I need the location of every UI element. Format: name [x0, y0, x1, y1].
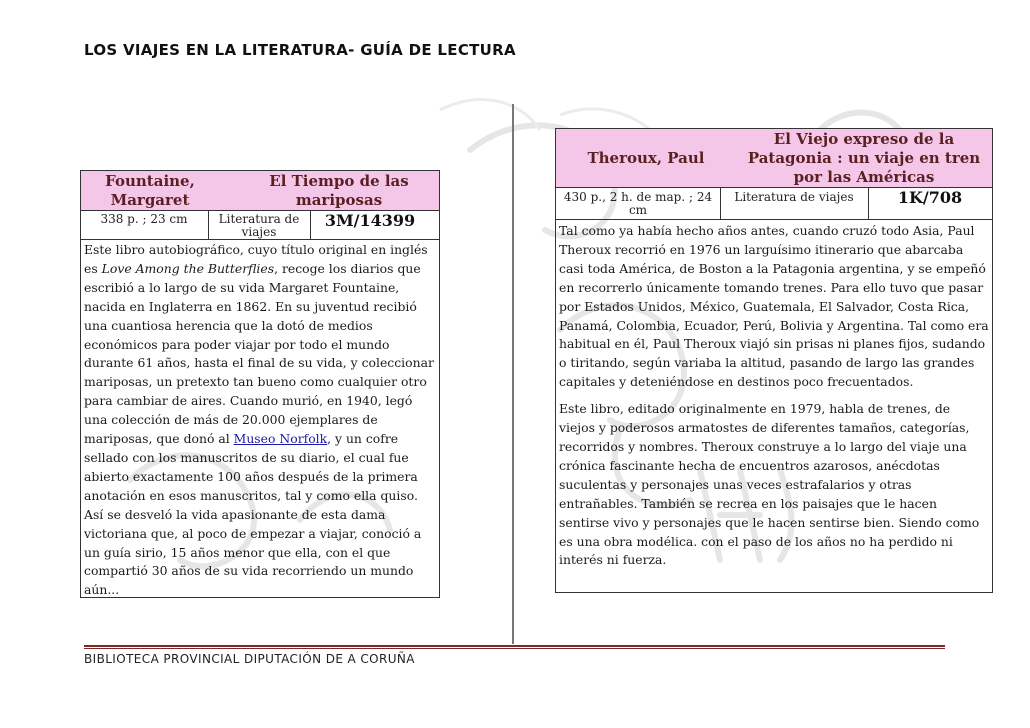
book-call-number: 1K/708 — [897, 188, 963, 207]
footer-library-name: BIBLIOTECA PROVINCIAL DIPUTACIÓN DE A CORUÑA — [84, 652, 415, 666]
book-card-theroux — [555, 128, 993, 593]
page-title: LOS VIAJES EN LA LITERATURA- GUÍA DE LECTURA — [84, 41, 516, 59]
description-text: , y un cofre sellado con los manuscritos de su diario, el cual fue abierto exactamente 100 años después de la primera anotación en esos manuscritos, tal y como ella quiso. Así se desveló la vida apasionante de esta dama victoriana que, al poco de empezar a viajar, conoció a un guía sirio, 15 años menor que ella, con el que compartió 30 años de su vida recorriendo un mundo aún... — [84, 431, 422, 598]
book-physical-description: 338 p. ; 23 cm — [100, 212, 188, 226]
meta-separator — [720, 187, 721, 219]
column-divider — [512, 104, 514, 644]
description-text: Este libro autobiográfico, cuyo título original en inglés es — [84, 242, 428, 276]
book-author: Fountaine, Margaret — [105, 171, 195, 209]
footer-rule — [84, 648, 945, 649]
footer-rule — [84, 645, 945, 647]
book-description — [84, 241, 436, 600]
book-card-fountaine — [80, 170, 440, 598]
card-header — [556, 129, 992, 188]
book-author: Theroux, Paul — [587, 148, 705, 167]
description-text: , recoge los diarios que escribió a lo largo de su vida Margaret Fountaine, nacida en Inglaterra en 1862. En su juventud recibió una cuantiosa herencia que la dotó de medios económicos para poder viajar por todo el mundo durante 61 años, hasta el final de su vida, y coleccionar mariposas, un pretexto tan bueno como cualquier otro para cambiar de aires. Cuando murió, en 1940, legó una colección de más de 20.000 ejemplares de mariposas, que donó al — [84, 260, 434, 447]
book-title: El Tiempo de las mariposas — [269, 171, 409, 209]
book-title: El Viejo expreso de la Patagonia : un viaje en tren por las Américas — [747, 129, 981, 186]
book-genre: Literatura de viajes — [734, 190, 854, 204]
card-meta-row — [81, 210, 439, 240]
book-call-number: 3M/14399 — [324, 211, 416, 230]
original-title: Love Among the Butterflies — [101, 260, 275, 276]
museum-link[interactable]: Museo Norfolk — [233, 431, 328, 447]
card-meta-row — [556, 187, 992, 220]
book-description — [559, 222, 989, 570]
description-paragraph: Este libro, editado originalmente en 1979, habla de trenes, de viejos y poderosos armatostes de diferentes tamaños, categorías, recorridos y nombres. Theroux construye a lo largo del viaje una crónica fascinante hecha de encuentros azarosos, anécdotas suculentas y personajes unas veces estrafalarios y otras entrañables. También se recrea en los paisajes que le hacen sentirse vivo y personajes que le hacen sentirse bien. Siendo como es una obra modélica. con el paso de los años no ha perdido ni interés ni fuerza. — [559, 401, 980, 568]
meta-separator — [208, 210, 209, 239]
book-genre: Literatura de viajes — [218, 212, 300, 239]
meta-separator — [868, 187, 869, 219]
card-header — [81, 171, 439, 211]
description-paragraph: Tal como ya había hecho años antes, cuando cruzó todo Asia, Paul Theroux recorrió en 1976 un larguísimo itinerario que abarcaba casi toda América, de Boston a la Patagonia argentina, y se empeñó en recorrerlo únicamente tomando trenes. Para ello tuvo que pasar por Estados Unidos, México, Guatemala, El Salvador, Costa Rica, Panamá, Colombia, Ecuador, Perú, Bolivia y Argentina. Tal como era habitual en él, Paul Theroux viajó sin prisas ni planes fijos, sudando o tiritando, según variaba la altitud, pasando de largo las grandes capitales y deteniéndose en destinos poco frecuentados. — [559, 223, 989, 390]
meta-separator — [310, 210, 311, 239]
book-physical-description: 430 p., 2 h. de map. ; 24 cm — [563, 190, 713, 217]
